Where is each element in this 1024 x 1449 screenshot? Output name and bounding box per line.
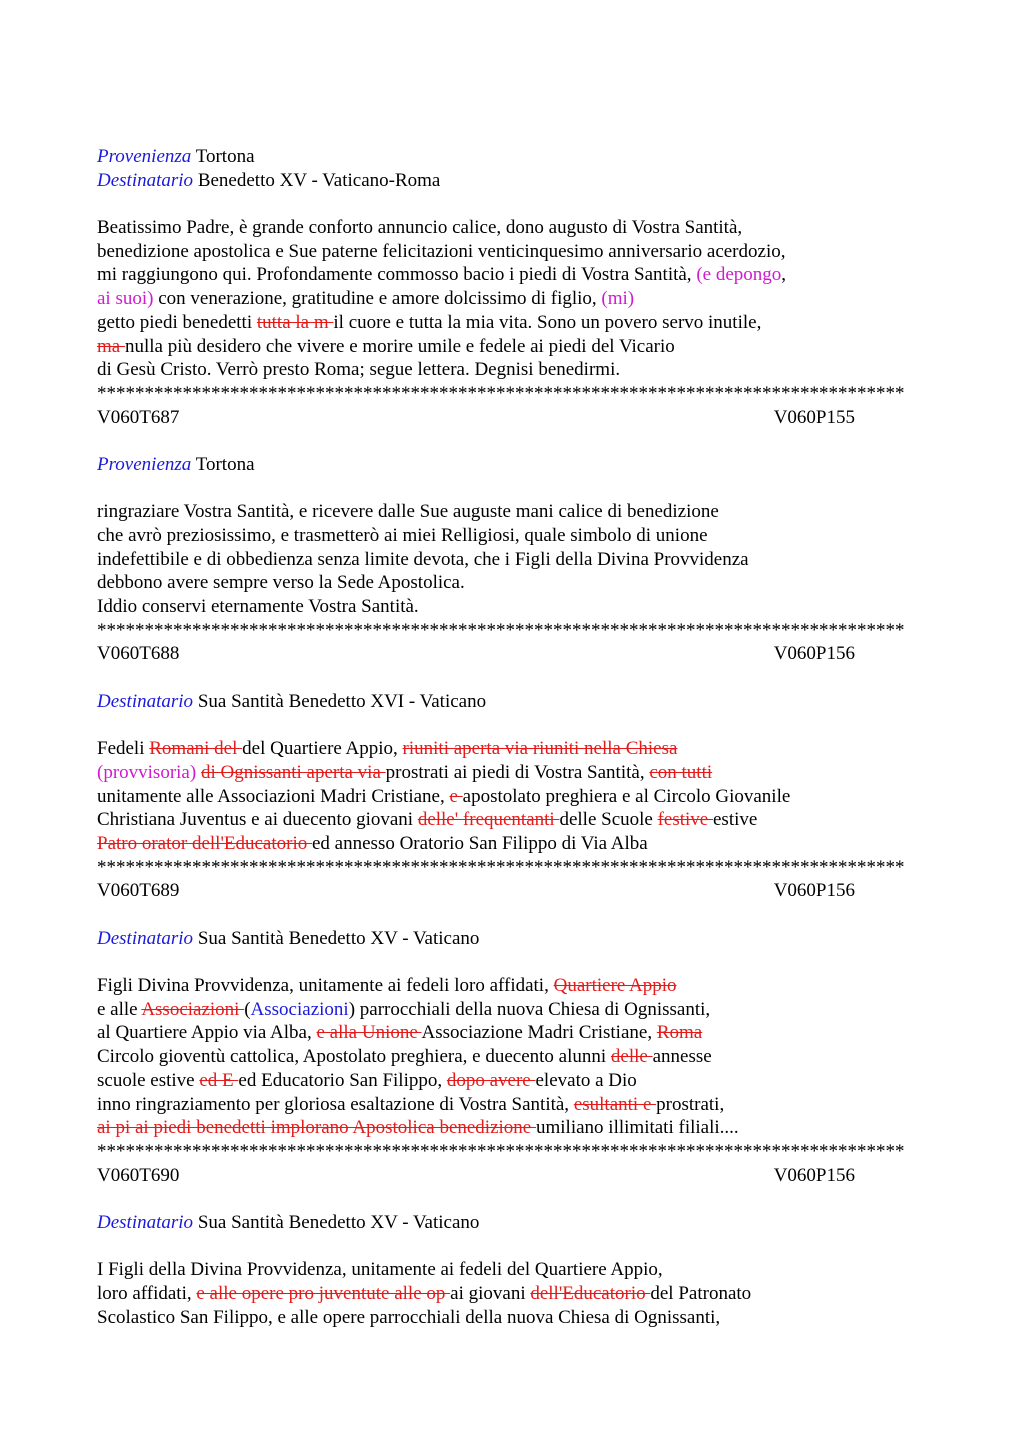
text-line xyxy=(97,808,957,832)
destinatario-line xyxy=(97,1211,957,1235)
revised-text: Associazioni xyxy=(250,998,349,1020)
text-segment: ed annesso Oratorio San Filippo di Via Alba xyxy=(312,832,648,854)
provenienza-value: Tortona xyxy=(195,453,255,475)
destinatario-line xyxy=(97,927,957,951)
text-segment: estive xyxy=(713,809,758,831)
text-line xyxy=(97,832,957,856)
deleted-text: Patro orator dell'Educatorio xyxy=(97,832,312,854)
deleted-text: e alle opere pro juventute alle op xyxy=(196,1283,451,1304)
destinatario-label: Destinatario xyxy=(97,169,194,191)
provenienza-value: Tortona xyxy=(195,146,255,167)
record-ids xyxy=(97,879,855,903)
text-line: ringraziare Vostra Santità, e ricevere dalle Sue auguste mani calice di benedizione xyxy=(97,501,719,523)
provenienza-line xyxy=(97,145,957,169)
inserted-text: (e depongo xyxy=(696,264,782,286)
text-segment: ( xyxy=(244,998,251,1020)
text-line: I Figli della Divina Provvidenza, unitamente ai fedeli del Quartiere Appio, xyxy=(97,1259,663,1281)
text-line xyxy=(97,737,957,761)
deleted-text: ed E xyxy=(199,1069,239,1091)
text-segment: , xyxy=(781,264,787,286)
destinatario-value: Sua Santità Benedetto XVI - Vaticano xyxy=(197,690,487,712)
deleted-text: Associazioni xyxy=(141,998,245,1020)
deleted-text: Quartiere Appio xyxy=(553,975,677,997)
text-line xyxy=(97,974,957,998)
destinatario-label: Destinatario xyxy=(97,690,194,712)
text-segment: scuole estive xyxy=(97,1069,200,1091)
text-line xyxy=(97,1045,957,1069)
text-line: benedizione apostolica e Sue paterne felicitazioni venticinquesimo anniversario acerdozio, xyxy=(97,240,786,262)
deleted-text: Roma xyxy=(656,1022,703,1044)
text-segment: il cuore e tutta la mia vita. Sono un povero servo inutile, xyxy=(333,311,762,333)
provenienza-label: Provenienza xyxy=(97,453,192,475)
text-segment: getto piedi benedetti xyxy=(97,311,257,333)
text-line xyxy=(97,1093,957,1117)
text-line: Iddio conservi eternamente Vostra Santità. xyxy=(97,596,419,618)
destinatario-value: Sua Santità Benedetto XV - Vaticano xyxy=(197,1211,480,1233)
text-segment: prostrati, xyxy=(656,1093,725,1115)
text-segment: apostolato preghiera e al Circolo Giovanile xyxy=(462,785,791,807)
record-id-p: V060P156 xyxy=(773,880,855,902)
text-segment: e alle xyxy=(97,998,142,1020)
destinatario-line xyxy=(97,169,957,193)
destinatario-label: Destinatario xyxy=(97,927,194,949)
destinatario-line xyxy=(97,690,957,714)
text-segment: inno ringraziamento per gloriosa esaltazione di Vostra Santità, xyxy=(97,1093,574,1115)
record-ids xyxy=(97,1164,855,1188)
text-segment: ed Educatorio San Filippo, xyxy=(238,1069,447,1091)
separator-stars: ************************************************************************************* xyxy=(97,856,905,878)
destinatario-label: Destinatario xyxy=(97,1211,194,1233)
deleted-text: esultanti e xyxy=(573,1093,657,1115)
text-segment: Figli Divina Provvidenza, unitamente ai fedeli loro affidati, xyxy=(97,975,554,997)
text-line xyxy=(97,785,957,809)
text-line xyxy=(97,311,957,335)
deleted-text: di Ognissanti aperta via xyxy=(200,761,386,783)
deleted-text: delle' frequentanti xyxy=(417,809,560,831)
record-id-t: V060T690 xyxy=(97,1164,180,1186)
record-id-p: V060P156 xyxy=(773,1164,855,1186)
text-segment: unitamente alle Associazioni Madri Cristiane, xyxy=(97,785,450,807)
text-segment: ) parrocchiali della nuova Chiesa di Ognissanti, xyxy=(348,998,711,1020)
text-line xyxy=(97,287,957,311)
text-line xyxy=(97,1116,957,1140)
inserted-text: (mi) xyxy=(601,288,635,310)
deleted-text: ma xyxy=(97,335,125,357)
text-line: Beatissimo Padre, è grande conforto annuncio calice, dono augusto di Vostra Santità, xyxy=(97,217,743,239)
deleted-text: con tutti xyxy=(649,761,713,783)
text-line xyxy=(97,1021,957,1045)
deleted-text: Romani del xyxy=(149,738,243,760)
inserted-text: (provvisoria) xyxy=(97,761,197,783)
text-line: debbono avere sempre verso la Sede Apostolica. xyxy=(97,572,465,594)
text-segment: Associazione Madri Cristiane, xyxy=(421,1022,657,1044)
separator-stars: ************************************************************************************* xyxy=(97,1140,905,1162)
text-segment: loro affidati, xyxy=(97,1283,197,1304)
text-line xyxy=(97,998,957,1022)
text-line xyxy=(97,1282,957,1306)
record-ids xyxy=(97,642,855,666)
text-segment: con venerazione, gratitudine e amore dolcissimo di figlio, xyxy=(153,288,602,310)
text-segment: annesse xyxy=(652,1046,712,1068)
document-page xyxy=(97,145,957,1329)
text-segment: elevato a Dio xyxy=(535,1069,637,1091)
record-id-t: V060T689 xyxy=(97,880,180,902)
record-id-p: V060P155 xyxy=(773,406,855,428)
provenienza-label: Provenienza xyxy=(97,146,192,167)
destinatario-value: Sua Santità Benedetto XV - Vaticano xyxy=(197,927,480,949)
text-segment: al Quartiere Appio via Alba, xyxy=(97,1022,317,1044)
text-segment: del Quartiere Appio, xyxy=(242,738,403,760)
deleted-text: e alla Unione xyxy=(316,1022,422,1044)
text-line: Scolastico San Filippo, e alle opere parrocchiali della nuova Chiesa di Ognissanti, xyxy=(97,1306,721,1328)
deleted-text: riuniti aperta via riuniti nella Chiesa xyxy=(402,738,678,760)
text-line xyxy=(97,263,957,287)
deleted-text: e xyxy=(449,785,463,807)
deleted-text: tutta la m xyxy=(256,311,334,333)
deleted-text: festive xyxy=(657,809,713,831)
text-segment: Fedeli xyxy=(97,738,150,760)
record-id-t: V060T688 xyxy=(97,643,180,665)
deleted-text: dell'Educatorio xyxy=(530,1283,651,1304)
deleted-text: ai pi ai piedi benedetti implorano Apostolica benedizione xyxy=(97,1117,536,1139)
text-segment: Christiana Juventus e ai duecento giovani xyxy=(97,809,418,831)
text-segment: mi raggiungono qui. Profondamente commosso bacio i piedi di Vostra Santità, xyxy=(97,264,697,286)
text-line: che avrò preziosissimo, e trasmetterò ai miei Relligiosi, quale simbolo di unione xyxy=(97,525,708,546)
text-segment: del Patronato xyxy=(650,1283,752,1304)
destinatario-value: Benedetto XV - Vaticano-Roma xyxy=(197,169,441,191)
provenienza-line xyxy=(97,453,957,477)
deleted-text: delle xyxy=(610,1046,653,1068)
text-segment: Circolo gioventù cattolica, Apostolato preghiera, e duecento alunni xyxy=(97,1046,611,1068)
record-id-t: V060T687 xyxy=(97,406,180,428)
text-line xyxy=(97,761,957,785)
separator-stars: ************************************************************************************* xyxy=(97,619,905,641)
text-segment: delle Scuole xyxy=(559,809,658,831)
text-segment: prostrati ai piedi di Vostra Santità, xyxy=(385,761,650,783)
text-segment: ai giovani xyxy=(450,1283,531,1304)
separator-stars: ************************************************************************************* xyxy=(97,382,905,404)
deleted-text: dopo avere xyxy=(446,1069,536,1091)
text-line: indefettibile e di obbedienza senza limite devota, che i Figli della Divina Provvidenza xyxy=(97,548,749,570)
text-segment: umiliano illimitati filiali.... xyxy=(536,1117,739,1139)
text-line xyxy=(97,335,957,359)
text-line xyxy=(97,1069,957,1093)
record-ids xyxy=(97,406,855,430)
inserted-text: ai suoi) xyxy=(97,288,154,310)
record-id-p: V060P156 xyxy=(773,643,855,665)
text-line: di Gesù Cristo. Verrò presto Roma; segue lettera. Degnisi benedirmi. xyxy=(97,359,621,381)
text-segment: nulla più desidero che vivere e morire umile e fedele ai piedi del Vicario xyxy=(124,335,675,357)
